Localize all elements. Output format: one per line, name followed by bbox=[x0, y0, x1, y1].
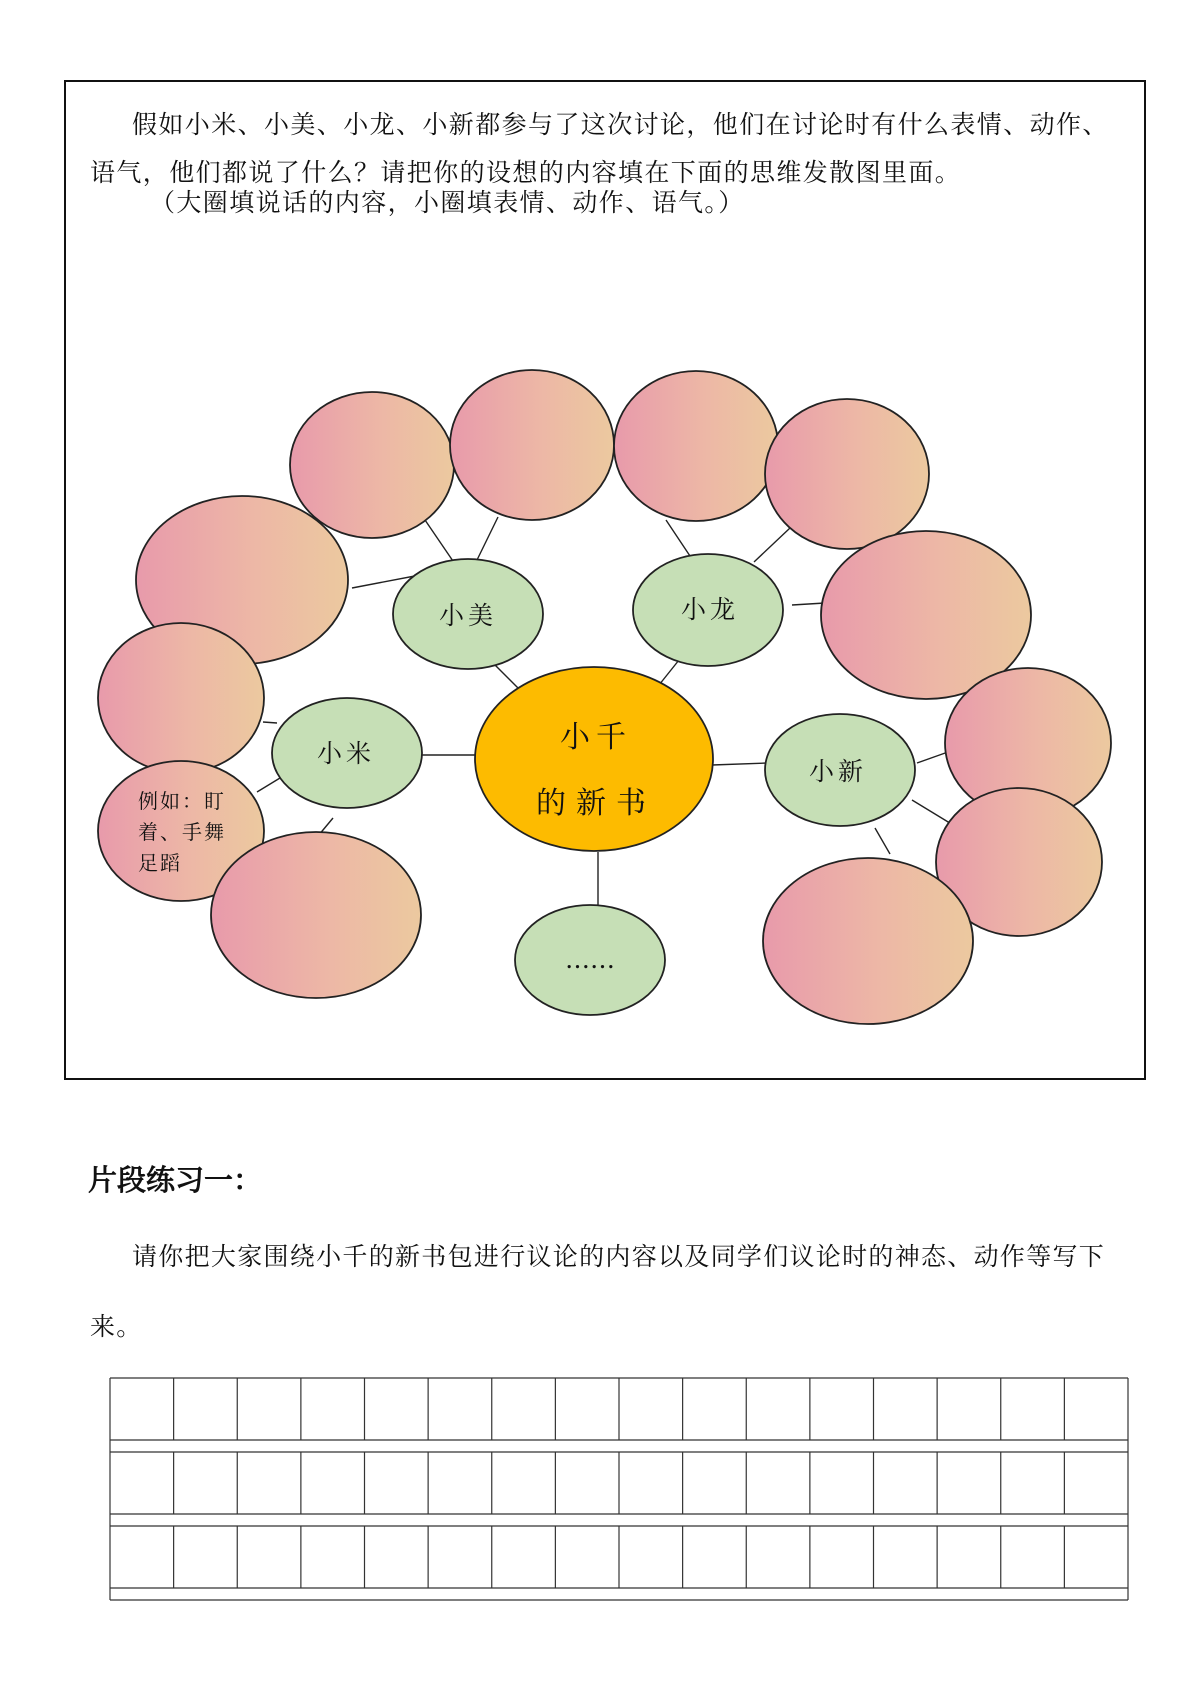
task-instruction: 请你把大家围绕小千的新书包进行议论的内容以及同学们议论时的神态、动作等写下来。 bbox=[90, 1242, 1106, 1341]
node-label-xiaomei: 小美 bbox=[438, 601, 498, 630]
example-line3: 足蹈 bbox=[138, 851, 182, 875]
node-label-xiaoxin: 小新 bbox=[808, 757, 868, 786]
center-label-line1: 小千 bbox=[560, 720, 632, 755]
example-line1: 例如：盯 bbox=[138, 789, 226, 813]
example-line2: 着、手舞 bbox=[138, 820, 226, 844]
node-label-xiaomi: 小米 bbox=[316, 739, 376, 768]
node-label-xiaolong: 小龙 bbox=[680, 595, 740, 624]
section-title: 片段练习一： bbox=[88, 1163, 263, 1197]
intro-note: （大圈填说话的内容，小圈填表情、动作、语气。） bbox=[150, 188, 745, 217]
intro-paragraph: 假如小米、小美、小龙、小新都参与了这次讨论，他们在讨论时有什么表情、动作、语气，他们都说了什么？请把你的设想的内容填在下面的思维发散图里面。 bbox=[90, 110, 1109, 187]
node-label-more: …… bbox=[565, 945, 615, 974]
center-label-line2: 的新书 bbox=[536, 786, 656, 821]
